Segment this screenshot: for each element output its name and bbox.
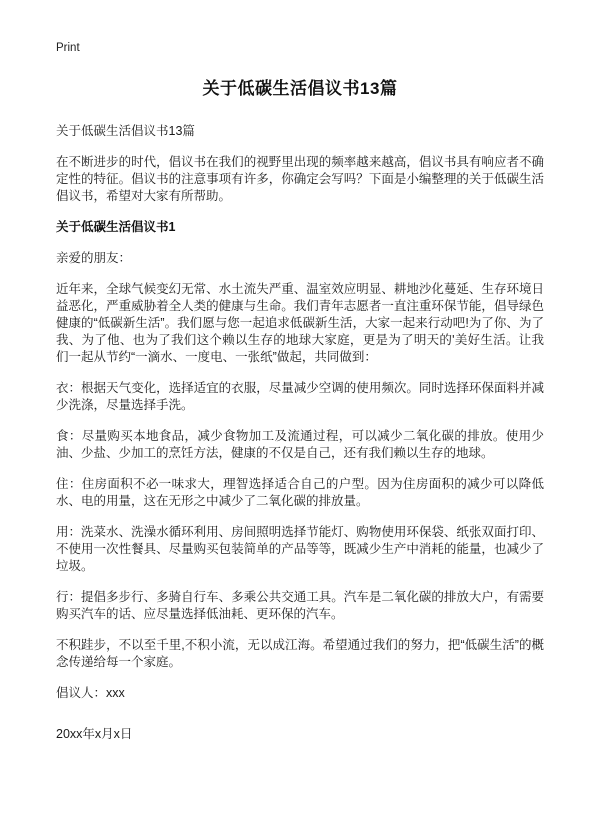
- paragraph-usage: 用：洗菜水、洗澡水循环利用、房间照明选择节能灯、购物使用环保袋、纸张双面打印、不使用一次性餐具、尽量购买包装简单的产品等等，既减少生产中消耗的能量，也减少了垃圾。: [56, 525, 544, 573]
- paragraph-subtitle: 关于低碳生活倡议书13篇: [56, 124, 195, 138]
- paragraph-intro: 在不断进步的时代，倡议书在我们的视野里出现的频率越来越高，倡议书具有响应者不确定性的特征。倡议书的注意事项有许多，你确定会写吗？下面是小编整理的关于低碳生活倡议书，希望对大家有所帮助。: [56, 155, 544, 203]
- print-button[interactable]: Print: [56, 42, 80, 54]
- paragraph-body: 近年来，全球气候变幻无常、水土流失严重、温室效应明显、耕地沙化蔓延、生存环境日益恶化，严重威胁着全人类的健康与生命。我们青年志愿者一直注重环保节能，倡导绿色健康的“低碳新生活”。我们愿与您一起追求低碳新生活，大家一起来行动吧!为了你、为了我、为了他、也为了我们这个赖以生存的地球大家庭，更是为了明天的'美好生活。让我们一起从节约“一滴水、一度电、一张纸”做起，共同做到：: [56, 282, 544, 364]
- paragraph-travel: 行：提倡多步行、多骑自行车、多乘公共交通工具。汽车是二氧化碳的排放大户，有需要购买汽车的话、应尽量选择低油耗、更环保的汽车。: [56, 590, 544, 621]
- date-line: 20xx年x月x日: [56, 727, 133, 741]
- paragraph-food: 食：尽量购买本地食品，减少食物加工及流通过程，可以减少二氧化碳的排放。使用少油、少盐、少加工的烹饪方法，健康的不仅是自己，还有我们赖以生存的地球。: [56, 429, 544, 460]
- paragraph-salutation: 亲爱的朋友：: [56, 251, 132, 265]
- page-title: 关于低碳生活倡议书13篇: [202, 79, 398, 98]
- paragraph-clothing: 衣：根据天气变化，选择适宜的衣服，尽量减少空调的使用频次。同时选择环保面料并减少洗涤，尽量选择手洗。: [56, 381, 544, 412]
- signature-line: 倡议人：xxx: [56, 686, 125, 700]
- section-heading: 关于低碳生活倡议书1: [56, 220, 176, 234]
- paragraph-closing: 不积跬步，不以至千里,不积小流，无以成江海。希望通过我们的努力，把“低碳生活”的概念传递给每一个家庭。: [56, 638, 544, 669]
- paragraph-housing: 住：住房面积不必一味求大，理智选择适合自己的户型。因为住房面积的减少可以降低水、电的用量，这在无形之中减少了二氧化碳的排放量。: [56, 477, 544, 508]
